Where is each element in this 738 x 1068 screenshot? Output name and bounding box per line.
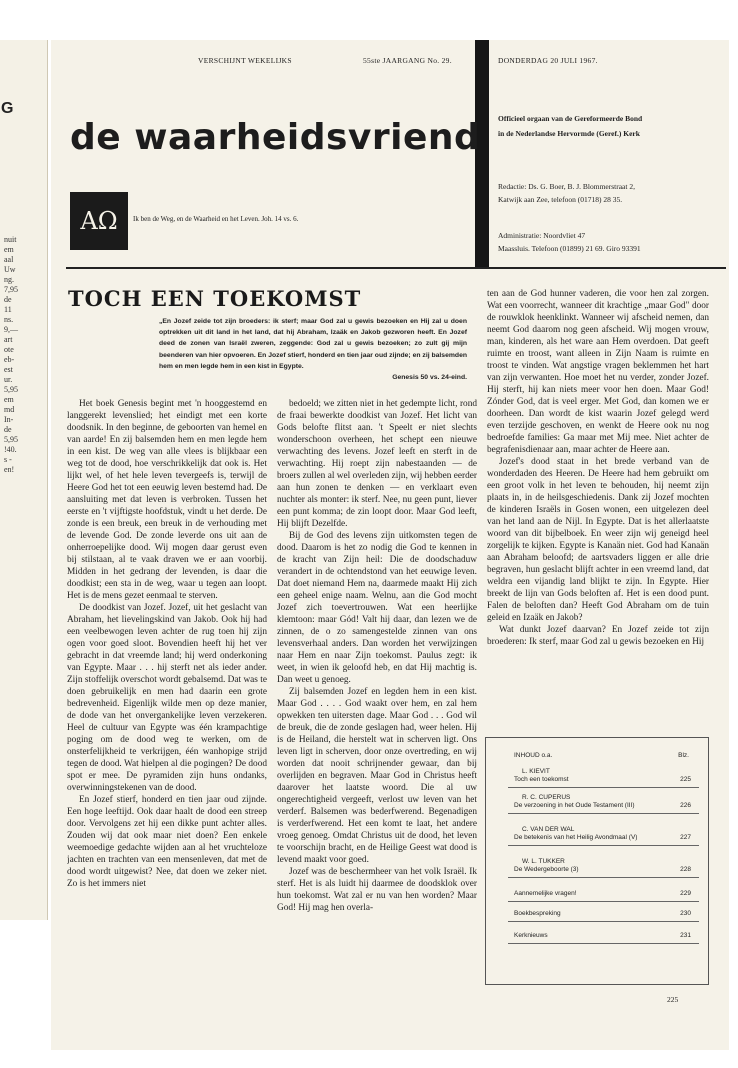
previous-page-fragment: s - <box>4 455 12 464</box>
article-paragraph: Wat dunkt Jozef daarvan? En Jozef zeide tot zijn broederen: Ik sterf, maar God zal u gewis bezoeken en Hij <box>487 625 709 647</box>
toc-entry <box>514 910 691 918</box>
previous-page-fragment: en! <box>4 465 15 474</box>
toc-entry-title: De Wedergeboorte (3) <box>514 866 579 873</box>
previous-page-fragment: ur. <box>4 375 13 384</box>
toc-entry <box>514 858 691 874</box>
toc-entry-page: 225 <box>680 776 691 783</box>
previous-page-fragment: 9,— <box>4 325 18 334</box>
toc-author: C. VAN DER WAL <box>522 826 575 833</box>
alpha-omega-logo: AΩ <box>70 192 128 250</box>
toc-entry-title: De betekenis van het Heilig Avondmaal (V) <box>514 834 638 841</box>
toc-entry-page: 230 <box>680 910 691 917</box>
newspaper-page <box>51 40 729 1050</box>
article-paragraph: Bij de God des levens zijn uitkomsten tegen de dood. Daarom is het zo nodig die God te kennen in de kracht van Zijn heil: Die de doodschaduw verandert in de ochtendstond van het eeuwige leven. Dat doet niemand Hem na, daarmede maakt Hij zich een geheel enige naam. Welnu, aan die God mocht Jozef zich toevertrouwen. Wat een heerlijke klemtoon: maar Gód! Valt hij daar, dan lezen we de zinnen, de o zo samengestelde zinnen van ons levensverhaal anders. Dan worden het verwijzingen naar Hem en naar Zijn toekomst. Paulus zegt: ik weet, in wien ik geloofd heb, en dat Hij machtig is. Dan weet u genoeg. <box>277 531 477 685</box>
toc-author: W. L. TUKKER <box>522 858 565 865</box>
previous-page-fragment: em <box>4 395 14 404</box>
toc-entry <box>514 826 691 842</box>
previous-page-fragment: 5,95 <box>4 385 18 394</box>
date-label: DONDERDAG 20 JULI 1967. <box>498 56 598 65</box>
organ-line-1: Officieel orgaan van de Gereformeerde Bond <box>498 114 643 123</box>
previous-page-fragment: ns. <box>4 315 14 324</box>
article-paragraph: En Jozef stierf, honderd en tien jaar oud zijnde. Een hoge leeftijd. Ook daar haalt de dood een streep door. Vervolgens zet hij een dikke punt achter alles. Zouden wij dat ook maar niet doen? Een enkele weemoedige gedachte wijden aan al het vruchteloze jachten en trachten van een mensenleven, dat met de dood wordt uitgewist? Nee, dat doen we zeker niet. Zo is het immers niet <box>67 795 267 889</box>
organ-line-2: in de Nederlandse Hervormde (Geref.) Kerk <box>498 129 640 138</box>
toc-entry <box>514 890 691 898</box>
previous-page-fragment: de <box>4 295 12 304</box>
table-of-contents <box>485 737 709 985</box>
previous-page-fragment: ote <box>4 345 14 354</box>
toc-page-column: Blz. <box>678 752 689 759</box>
toc-entry-title: Aannemelijke vragen! <box>514 890 577 897</box>
previous-page-fragment: Uw <box>4 265 16 274</box>
article-paragraph: ten aan de God hunner vaderen, die voor hen zal zorgen. Wat een voorrecht, wanneer dit krachtige „maar God" door de rouwklok heenklinkt. Wanneer wij afscheid nemen, dan neemt God daarom nog geen afscheid. Wij mogen vrouw, man, kinderen, als het ware aan Hem overdoen. Dat geeft ruimte en troost, want alleen in Zijn Naam is ruimte en troost te vinden. Wat angstige vragen beklemmen het hart van zijn verwanten. Hoe moet het nu verder, zonder Jozef. Hij sterft, hij kan niets meer voor hen doen. Maar God! Zónder God, dat is veel erger. Met God, dan komen we er doorheen. Dan wordt de kist waarin Jozef gelegd werd even terzijde geschoven, en wenkt de Heere ook nu nog bedroefde families: Ga maar met Mij mee. Niet achter de begrafenisdienaar aan, maar achter de Heere aan. <box>487 289 709 455</box>
previous-page-fragment: nuit <box>4 235 17 244</box>
toc-author: R. C. CUPERUS <box>522 794 571 801</box>
toc-entry-title: De verzoening in het Oude Testament (III) <box>514 802 635 809</box>
article-column-3 <box>487 288 709 728</box>
toc-author: L. KIEVIT <box>522 768 550 775</box>
toc-separator <box>508 901 699 902</box>
admin-line-2: Maassluis. Telefoon (01899) 21 69. Giro 93391 <box>498 244 641 253</box>
toc-separator <box>508 943 699 944</box>
volume-label: 55ste JAARGANG No. 29. <box>363 56 452 65</box>
toc-entry-title: Boekbespreking <box>514 910 561 917</box>
article-paragraph: Het boek Genesis begint met 'n hooggestemd en langgerekt levenslied; het eindigt met een korte doodsnik. In den beginne, de geboorten van hemel en van aarde! En zij balsemden hem en men legde hem in een kist. De weg van alle vlees is blijkbaar een weg tot de dood, hoe verschrikkelijk dat ook is. Het lijkt wel, of het hele leven tevergeefs is, terwijl de Heere God het tot een eeuwig leven bestemd had. De aansluiting met dat leven is verbroken. Tussen het eerste en 't vijftigste hoofdstuk, vindt u het derde. De zonde is een breuk, een breuk in de verhouding met de levende God. De zonde leverde ons uit aan de onherroepelijke dood. Wij mogen daar gerust even bij stilstaan, al te vaak draven we er aan voorbij. Midden in het gedrang der levenden, is daar die doodkist; een sta in de weg, waar u tegen aan loopt. Het is de mens gezet eenmaal te sterven. <box>67 399 267 601</box>
toc-separator <box>508 845 699 846</box>
article-paragraph: De doodkist van Jozef. Jozef, uit het geslacht van Abraham, het lievelingskind van Jakob. Ook hij had een veelbewogen leven achter de rug toen hij zijn ogen voor goed sloot. Bovendien heeft hij het ver gebracht in dat vreemde land; hij werd onderkoning van Egypte. Maar . . . hij sterft net als ieder ander. Zijn stoffelijk overschot wordt gebalsemd. Dat was te doen gebruikelijk en men had daarin een grote bedrevenheid. Eigenlijk wilde men op deze manier, de dode van het onvergankelijke leven verzekeren. Heel de cultuur van Egypte was één krampachtige poging om de dood weg te werken, om de onsterfelijkheid te verkrijgen, één wanhopige strijd tegen de dood. Wat hielpen al die pogingen? De dood spot er mee. De pyramiden zijn huns ondanks, overwinningstekenen van de dood. <box>67 603 267 793</box>
scripture-quote <box>159 316 467 383</box>
redactie-line-1: Redactie: Ds. G. Boer, B. J. Blommerstraat 2, <box>498 182 635 191</box>
toc-entry-title: Toch een toekomst <box>514 776 569 783</box>
previous-page-fragment: !40. <box>4 445 17 454</box>
previous-page-fragment: ng. <box>4 275 14 284</box>
previous-page-fragment: est <box>4 365 13 374</box>
redactie-line-2: Katwijk aan Zee, telefoon (01718) 28 35. <box>498 195 623 204</box>
previous-page-fragment: 7,95 <box>4 285 18 294</box>
previous-page-fragment: art <box>4 335 13 344</box>
previous-page-fragment: aal <box>4 255 14 264</box>
previous-page-fragment: de <box>4 425 12 434</box>
toc-header <box>486 738 708 768</box>
toc-separator <box>508 787 699 788</box>
motto: Ik ben de Weg, en de Waarheid en het Leven. Joh. 14 vs. 6. <box>133 215 299 223</box>
toc-entry <box>514 932 691 940</box>
toc-entry-page: 227 <box>680 834 691 841</box>
toc-entry-page: 229 <box>680 890 691 897</box>
masthead-title: de waarheidsvriend <box>70 117 481 158</box>
previous-page-fragment: 5,95 <box>4 435 18 444</box>
quote-text: „En Jozef zeide tot zijn broeders: ik sterf; maar God zal u gewis bezoeken en Hij zal u doen optrekken uit dit land in het land, dat hij Abraham, Izaäk en Jakob gezworen heeft. En Jozef deed de zonen van Israël zweren, zeggende: God zal u gewis bezoeken; zo zult gij mijn beenderen van hier opvoeren. En Jozef stierf, honderd en tien jaar oud zijnde; en zij balsemden hem en men legde hem in een kist in Egypte. <box>159 318 467 370</box>
page-number: 225 <box>667 995 679 1004</box>
header-rule <box>66 267 726 269</box>
article-column-2 <box>277 398 477 1040</box>
article-headline: TOCH EEN TOEKOMST <box>68 286 362 311</box>
weekly-label: VERSCHIJNT WEKELIJKS <box>198 56 292 65</box>
toc-entry-page: 228 <box>680 866 691 873</box>
toc-entry <box>514 768 691 784</box>
quote-reference: Genesis 50 vs. 24-eind. <box>392 374 467 382</box>
previous-page-strip <box>0 40 48 920</box>
previous-page-fragments <box>4 235 44 475</box>
toc-separator <box>508 921 699 922</box>
toc-entry-page: 231 <box>680 932 691 939</box>
previous-page-fragment: em <box>4 245 14 254</box>
toc-separator <box>508 813 699 814</box>
previous-page-fragment: 11 <box>4 305 12 314</box>
article-paragraph: Jozef's dood staat in het brede verband van de wonderdaden des Heeren. De Heere had hem gebruikt om een groot volk in het leven te behouden, hij neemt zijn plaats in, in de heilsgeschiedenis. Dank zij Jozef mochten de kinderen Israëls in Gosen wonen, een uitgelezen deel van het land aan de Nijl. In Egypte. Dat is het allerlaatste woord van dit bijbelboek. En weer zijn wij geneigd heel zorgelijk te kijken. Egypte is Kanaän niet. God had Kanaän aan Abraham beloofd; de aartsvaders liggen er alle drie begraven, hun geslacht blijft achter in een vreemd land, dat weldra een vijandig land blijkt te zijn. In Egypte. Hier breekt de lijn van Gods beloften af. Het is een dood punt. Falen de beloften dan? Heeft God Abraham om de tuin geleid en Izaäk en Jakob? <box>487 457 709 623</box>
previous-page-fragment: eb- <box>4 355 15 364</box>
previous-page-fragment: md <box>4 405 15 414</box>
article-column-1 <box>67 398 267 1040</box>
article-paragraph: Jozef was de beschermheer van het volk Israël. Ik sterf. Het is als luidt hij daarmee de doodsklok over hun toekomst. Wat zal er nu van hen worden? Maar God! Hij mag hen overla- <box>277 867 477 913</box>
admin-line-1: Administratie: Noordvliet 47 <box>498 231 586 240</box>
toc-entry-title: Kerknieuws <box>514 932 548 939</box>
toc-title: INHOUD o.a. <box>514 752 553 759</box>
toc-entry-page: 226 <box>680 802 691 809</box>
article-paragraph: Zij balsemden Jozef en legden hem in een kist. Maar God . . . . God waakt over hem, en zal hem opwekken ten uitersten dage. Maar God . . . God wil de breuk, die de zonde geslagen had, weer helen. Hij is de Heiland, die herstelt wat in scherven ligt. Ons leven ligt in scherven, door onze overtreding, en wij worden dat nooit schrijnender gewaar, dan bij overlijden en begraven. Maar God in Christus heeft daarover het laatste woord. Die al uw ongerechtigheid vergeeft, verlost uw leven van het verderf. Balsemen was bederfwerend. Begenadigen is verderfwerend. Het een komt te laat, het andere vroeg genoeg. Omdat Christus uit de dood, het leven te voorschijn bracht, en de Heilige Geest wat dood is levend maakt voor goed. <box>277 687 477 865</box>
toc-entry <box>514 794 691 810</box>
previous-page-letter: G <box>1 100 14 117</box>
toc-separator <box>508 877 699 878</box>
previous-page-fragment: In- <box>4 415 14 424</box>
article-paragraph: bedoeld; we zitten niet in het gedempte licht, rond de fraai bewerkte doodkist van Jozef. Het licht van Gods belofte flitst aan. 't Speelt er niet slechts wonderschoon overheen, het schept een nieuwe verwachting des levens. Jozef leeft en sterft in de verwachting. Hij roept zijn nabestaanden — de broers zullen al wel overleden zijn, wij hebben eerder aan hun zonen te denken — en verklaart even nuchter als monter: ik sterf. Nee, nu geen punt, liever een punt komma; de zin loopt door. Maar God leeft, Hij blijft Dezelfde. <box>277 399 477 529</box>
